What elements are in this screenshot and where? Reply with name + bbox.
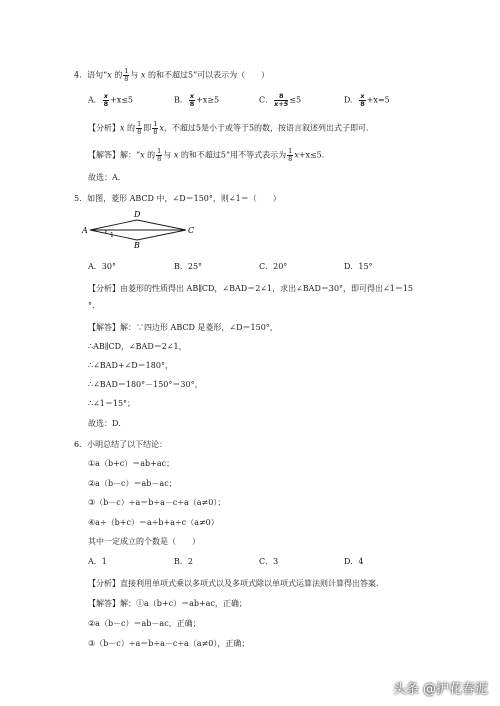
option-label: C． bbox=[259, 95, 274, 105]
q5-answer-line-2: ∴AB∥CD，∠BAD＝2∠1， bbox=[88, 342, 187, 351]
q4-stem-fraction bbox=[123, 68, 129, 83]
q4-choice: 故选：A． bbox=[88, 173, 126, 182]
q6-option-b: B．2 bbox=[174, 557, 193, 566]
q4-option-c bbox=[259, 93, 301, 108]
option-fraction bbox=[189, 93, 195, 108]
q6-stem: 6．小明总结了以下结论： bbox=[74, 440, 168, 449]
q5-answer-line-3: ∴∠BAD+∠D＝180°， bbox=[88, 361, 173, 370]
q6-item-3: ③（b－c）÷a＝b÷a－c÷a（a≠0）； bbox=[88, 498, 226, 507]
q6-option-c: C．3 bbox=[259, 557, 279, 566]
var-x: x bbox=[140, 150, 145, 160]
label-angle-1: 1 bbox=[110, 232, 114, 239]
frac-den: 8 bbox=[124, 75, 129, 83]
option-fraction bbox=[103, 93, 109, 108]
frac-num: 1 bbox=[288, 147, 293, 155]
q5-answer-1: 解：∵四边形 ABCD 是菱形，∠D＝150°， bbox=[120, 323, 278, 332]
q5-answer-line-5: ∴∠1＝15°； bbox=[88, 399, 136, 408]
q4-stem-mid2: 与 bbox=[130, 70, 141, 80]
q6-answer-line-2: ②a（b－c）＝ab－ac，正确； bbox=[88, 619, 201, 628]
option-label: D． bbox=[344, 95, 359, 105]
q6-option-d: D．4 bbox=[344, 557, 364, 566]
label-a: A bbox=[82, 226, 88, 235]
frac-den: x+5 bbox=[274, 100, 289, 108]
q4-answer-1: 解：“ bbox=[120, 150, 141, 160]
q4-stem-pre: 4．语句“ bbox=[74, 70, 108, 80]
q6-option-a: A．1 bbox=[88, 557, 107, 566]
analysis-tag: 【分析】 bbox=[88, 579, 120, 588]
q4-option-a bbox=[88, 93, 133, 108]
q6-item-1: ①a（b+c）＝ab+ac； bbox=[88, 459, 175, 468]
fraction bbox=[287, 148, 293, 163]
analysis-tag: 【分析】 bbox=[88, 284, 120, 293]
answer-tag: 【解答】 bbox=[88, 599, 120, 608]
q5-analysis bbox=[88, 285, 413, 293]
label-d: D bbox=[134, 210, 141, 219]
analysis-tag: 【分析】 bbox=[88, 123, 120, 133]
frac-num: 1 bbox=[153, 120, 158, 128]
frac-num: 1 bbox=[124, 67, 129, 75]
q4-answer-2: 的 bbox=[144, 150, 156, 160]
var-x: x bbox=[294, 150, 299, 160]
q4-analysis-1: 的 bbox=[124, 123, 136, 133]
frac-num: 1 bbox=[137, 120, 142, 128]
q5-option-d: D．15° bbox=[344, 262, 373, 271]
q6-analysis bbox=[88, 580, 384, 588]
frac-num: 8 bbox=[274, 93, 288, 101]
option-label: B． bbox=[174, 95, 188, 105]
frac-den: 8 bbox=[137, 128, 142, 136]
q5-analysis-1: 由菱形的性质得出 AB∥CD，∠BAD＝2∠1，求出∠BAD＝30°，即可得出∠1＝15 bbox=[120, 284, 414, 293]
var-x: x bbox=[159, 123, 164, 133]
q4-stem-x2: x bbox=[140, 70, 146, 80]
frac-den: 8 bbox=[103, 100, 109, 108]
var-x: x bbox=[120, 123, 125, 133]
q6-analysis-1: 直接利用单项式乘以多项式以及多项式除以单项式运算法则计算得出答案． bbox=[120, 579, 384, 588]
q4-analysis-2: 即 bbox=[143, 123, 152, 133]
q6-answer bbox=[88, 600, 247, 608]
source-watermark: 头条 @护花春泥 bbox=[392, 682, 488, 697]
fraction bbox=[152, 121, 158, 136]
frac-den: 8 bbox=[360, 100, 365, 108]
frac-num: 1 bbox=[157, 147, 162, 155]
q5-option-c: C．20° bbox=[259, 262, 288, 271]
q4-stem-x: x bbox=[107, 70, 112, 80]
q4-analysis-3: ，不超过5是小于或等于5的数，按语言叙述列出式子即可． bbox=[163, 123, 375, 133]
q5-stem: 5．如图，菱形 ABCD 中，∠D＝150°，则∠1＝（ ） bbox=[74, 194, 281, 203]
answer-tag: 【解答】 bbox=[88, 323, 120, 332]
option-rest: +x≤5 bbox=[109, 95, 133, 105]
frac-num: x bbox=[189, 92, 195, 100]
q6-question: 其中一定成立的个数是（ ） bbox=[88, 537, 200, 546]
q5-answer-line-4: ∴∠BAD＝180°－150°＝30°， bbox=[88, 380, 203, 389]
q6-item-2: ②a（b－c）＝ab－ac； bbox=[88, 479, 177, 488]
frac-den: 8 bbox=[189, 100, 195, 108]
q5-answer bbox=[88, 324, 278, 332]
q5-option-a: A．30° bbox=[88, 262, 116, 271]
frac-den: 8 bbox=[153, 128, 158, 136]
var-x: x bbox=[173, 150, 179, 160]
frac-num: x bbox=[103, 92, 108, 100]
option-rest: +x≥5 bbox=[196, 95, 220, 105]
label-b: B bbox=[134, 241, 140, 250]
q6-answer-1: 解：①a（b+c）＝ab+ac，正确； bbox=[120, 599, 247, 608]
q5-choice: 故选：D． bbox=[88, 419, 127, 428]
q6-item-4: ④a÷（b+c）＝a÷b+a÷c（a≠0） bbox=[88, 518, 219, 527]
frac-num: x bbox=[360, 92, 365, 100]
q4-stem bbox=[74, 68, 269, 83]
q5-analysis-cont: °． bbox=[88, 301, 100, 310]
q4-analysis bbox=[88, 121, 374, 136]
fraction bbox=[156, 148, 162, 163]
label-c: C bbox=[188, 226, 195, 235]
q6-answer-line-3: ③（b－c）÷a＝b÷a－c÷a（a≠0），正确； bbox=[88, 639, 250, 648]
option-label: A． bbox=[88, 95, 102, 105]
q4-stem-mid1: 的 bbox=[111, 70, 123, 80]
q4-option-d bbox=[344, 93, 390, 108]
q4-stem-post: 的和不超过5”可以表示为（ ） bbox=[145, 70, 270, 80]
option-fraction bbox=[359, 93, 365, 108]
q4-answer bbox=[88, 148, 330, 163]
frac-den: 8 bbox=[288, 155, 293, 163]
q4-answer-5: +x≤5． bbox=[298, 150, 330, 160]
rhombus-figure bbox=[80, 206, 230, 250]
q4-option-b bbox=[174, 93, 219, 108]
q5-option-b: B．25° bbox=[174, 262, 203, 271]
q4-answer-3: 与 bbox=[163, 150, 174, 160]
frac-den: 8 bbox=[157, 155, 162, 163]
answer-tag: 【解答】 bbox=[88, 150, 120, 160]
fraction bbox=[136, 121, 142, 136]
option-fraction bbox=[274, 93, 288, 108]
q4-answer-4: 的和不超过5”用不等式表示为 bbox=[178, 150, 287, 160]
option-rest: +x=5 bbox=[366, 95, 390, 105]
option-rest: ≤5 bbox=[289, 95, 302, 105]
